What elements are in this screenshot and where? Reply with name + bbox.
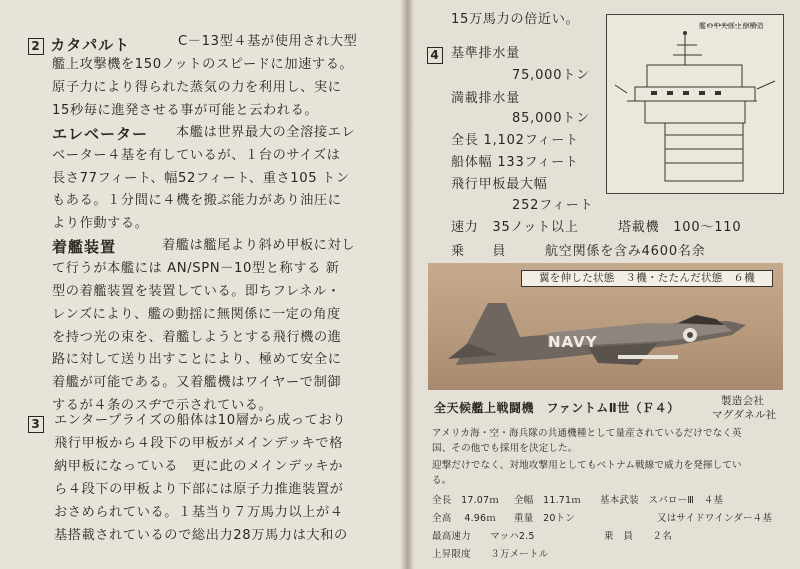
- spec-crew: 乗 員 ２名: [604, 531, 672, 542]
- spec-span: 全幅 11.71ｍ: [514, 495, 581, 506]
- catapult-line-3: 原子力により得られた蒸気の力を利用し、実に: [52, 80, 342, 95]
- manufacturer-name: マグダネル社: [712, 409, 777, 421]
- catapult-title: カタパルト: [50, 36, 131, 54]
- island-drawing: [607, 15, 783, 193]
- elevator-line-2: ベーター４基を有しているが、１台のサイズは: [52, 148, 341, 163]
- manufacturer-label: 製造会社: [721, 395, 765, 407]
- catapult-line-2: 艦上攻撃機を150ノットのスピードに加速する。: [52, 57, 354, 72]
- elevator-line-5: より作動する。: [52, 216, 149, 231]
- landing-line-6: 路に対して送り出すことにより、極めて安全に: [52, 352, 342, 367]
- spec-armament: 基本武装 スパローⅢ ４基: [600, 495, 724, 506]
- catapult-line-1: C－13型４基が使用され大型: [178, 34, 358, 49]
- landing-line-3: 型の着艦装置を装置している。即ちフレネル・: [52, 284, 341, 299]
- sketch-label: 艦の中央部上部構造: [699, 22, 764, 30]
- spec-height: 全高 4.96ｍ: [432, 513, 496, 524]
- photo-caption: 翼を伸した状態 ３機・たたんだ状態 ６機: [521, 270, 773, 287]
- spec-ceiling: 上昇限度 ３万メートル: [432, 549, 549, 560]
- spec-length: 全長 17.07ｍ: [432, 495, 499, 506]
- hull-line-2: 飛行甲板から４段下の甲板がメインデッキで格: [54, 436, 344, 451]
- hull-line-5: おさめられている。１基当り７万馬力以上が４: [54, 505, 344, 520]
- elevator-line-1: 本艦は世界最大の全溶接エレ: [176, 125, 356, 140]
- fighter-desc-line-2: 国、その他でも採用を決定した。: [432, 443, 578, 454]
- elevator-line-3: 長さ77フィート、幅52フィート、重さ105 トン: [52, 171, 350, 186]
- section-number-box: 4: [427, 47, 443, 64]
- spec-armament-alt: 又はサイドワインダー４基: [657, 513, 773, 524]
- crew-value: 航空関係を含み4600名余: [545, 244, 706, 259]
- flight-deck-value: 252フィート: [512, 198, 594, 213]
- page-gutter: [400, 0, 414, 569]
- navy-marking: NAVY: [548, 333, 598, 351]
- standard-displacement-value: 75,000トン: [512, 68, 590, 83]
- crew-label: 乗 員: [451, 244, 507, 259]
- full-displacement-label: 満載排水量: [451, 91, 521, 106]
- section-number-box: 3: [28, 416, 44, 433]
- section-3-heading: [28, 414, 44, 433]
- fighter-title: 全天候艦上戦闘機 ファントムⅡ世（Ｆ４）: [434, 401, 680, 415]
- island-sketch: [606, 14, 784, 194]
- elevator-title: エレベーター: [52, 125, 149, 143]
- section-2-heading: [28, 34, 130, 55]
- spec-max-speed: 最高速力 マッハ2.5: [432, 531, 535, 542]
- landing-title: 着艦装置: [52, 238, 117, 256]
- landing-line-2: て行うが本艦には AN/SPN－10型と称する 新: [52, 261, 340, 276]
- overall-length: 全長 1,102フィート: [451, 133, 579, 148]
- flight-deck-label: 飛行甲板最大幅: [451, 177, 548, 192]
- landing-line-4: レンズにより、艦の動揺に無関係に一定の角度: [52, 307, 341, 322]
- catapult-line-4: 15秒毎に進発させる事が可能と云われる。: [52, 103, 319, 118]
- aircraft-photo: [428, 263, 783, 390]
- landing-line-8: するが４条のスヂで示されている。: [52, 398, 273, 413]
- hull-continuation: 15万馬力の倍近い。: [451, 12, 580, 27]
- hull-beam: 船体幅 133フィート: [451, 155, 579, 170]
- speed-spec: 速力 35ノット以上: [451, 220, 579, 235]
- landing-line-7: 着艦が可能である。又着艦機はワイヤーで制御: [52, 375, 342, 390]
- section-4-heading: [427, 45, 443, 64]
- standard-displacement-label: 基準排水量: [451, 46, 521, 61]
- fighter-desc-line-1: アメリカ海・空・海兵隊の共通機種として量産されているだけでなく英: [432, 428, 742, 439]
- aircraft-capacity-spec: 塔載機 100～110: [618, 220, 742, 235]
- section-number-box: 2: [28, 38, 44, 55]
- landing-line-5: を持つ光の束を、着艦しようとする飛行機の進: [52, 330, 342, 345]
- hull-line-3: 納甲板になっている 更に此のメインデッキか: [54, 459, 344, 474]
- elevator-line-4: もある。１分間に４機を搬ぶ能力があり油圧に: [52, 193, 342, 208]
- fighter-desc-line-3: 迎撃だけでなく、対地攻撃用としてもベトナム戦線で威力を発揮してい: [432, 460, 742, 471]
- hull-line-1: エンタープライズの船体は10層から成っており: [54, 413, 347, 428]
- spec-weight: 重量 20トン: [514, 513, 575, 524]
- landing-line-1: 着艦は艦尾より斜め甲板に対し: [162, 238, 356, 253]
- fighter-desc-line-4: る。: [432, 475, 452, 486]
- full-displacement-value: 85,000トン: [512, 111, 590, 126]
- hull-line-4: ら４段下の甲板より下部には原子力推進装置が: [54, 482, 344, 497]
- hull-line-6: 基搭載されているので総出力28万馬力は大和の: [54, 528, 348, 543]
